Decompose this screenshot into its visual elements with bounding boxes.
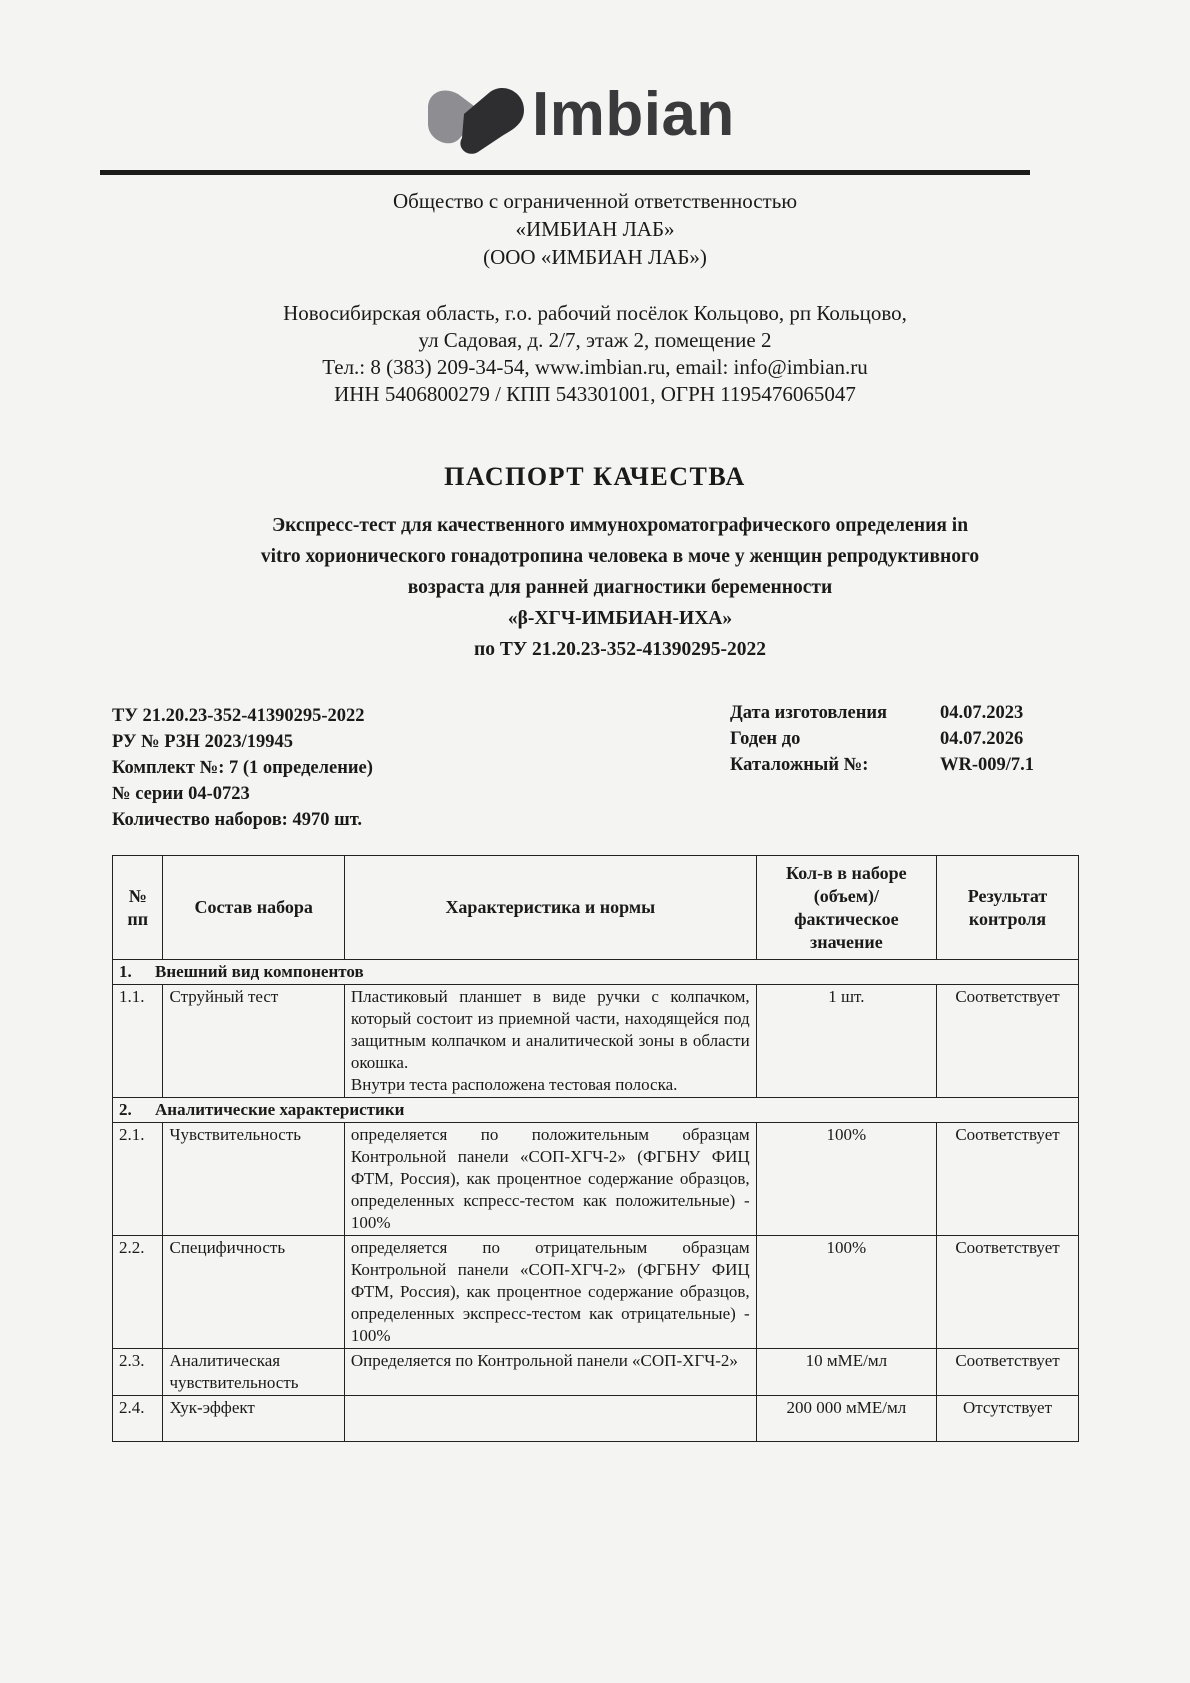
- row-amount: 1 шт.: [756, 985, 936, 1098]
- manufactured-value: 04.07.2023: [940, 703, 1024, 723]
- row-component: Чувствительность: [163, 1123, 344, 1236]
- company-line-1: Общество с ограниченной ответственностью: [392, 189, 798, 213]
- header-result: Результат контроля: [937, 856, 1079, 960]
- catalog-label: Каталожный №:: [730, 755, 869, 775]
- section-number: 1.: [119, 962, 132, 981]
- quality-control-table: [112, 855, 1079, 1442]
- row-component: Хук-эффект: [163, 1396, 344, 1442]
- row-number: 2.3.: [113, 1349, 163, 1396]
- row-result: Соответствует: [937, 1236, 1079, 1349]
- characteristics-text-2: Внутри теста расположена тестовая полоска.: [350, 1075, 678, 1094]
- row-characteristics: [344, 1396, 756, 1442]
- catalog-value: WR-009/7.1: [940, 755, 1035, 775]
- table-row: [113, 1349, 1079, 1396]
- row-result: Соответствует: [937, 1123, 1079, 1236]
- tu-number: ТУ 21.20.23-352-41390295-2022: [112, 706, 365, 726]
- row-number: 1.1.: [113, 985, 163, 1098]
- subtitle-line-1: Экспресс-тест для качественного иммунохроматографического определения in: [271, 515, 969, 536]
- row-amount: 100%: [756, 1123, 936, 1236]
- registration-number: РУ № РЗН 2023/19945: [112, 732, 293, 752]
- header-divider: [100, 170, 1030, 175]
- row-amount: 200 000 мМЕ/мл: [756, 1396, 936, 1442]
- table-row: [113, 1396, 1079, 1442]
- row-component: Струйный тест: [163, 985, 344, 1098]
- company-line-3: (ООО «ИМБИАН ЛАБ»): [483, 245, 707, 269]
- row-amount: 10 мМЕ/мл: [756, 1349, 936, 1396]
- row-result: Соответствует: [937, 985, 1079, 1098]
- series-number: № серии 04-0723: [112, 784, 250, 804]
- row-result: Отсутствует: [937, 1396, 1079, 1442]
- section-1: [113, 960, 1079, 985]
- address-line-3: Тел.: 8 (383) 209-34-54, www.imbian.ru, email: info@imbian.ru: [322, 355, 868, 379]
- product-name: «β-ХГЧ-ИМБИАН-ИХА»: [507, 608, 733, 629]
- section-row: [113, 960, 1079, 985]
- logo-wordmark: Imbian: [532, 80, 735, 149]
- expiry-value: 04.07.2026: [940, 729, 1024, 749]
- row-amount: 100%: [756, 1236, 936, 1349]
- logo-heart-icon: [420, 78, 530, 158]
- header-characteristics: Характеристика и нормы: [344, 856, 756, 960]
- kit-quantity: Количество наборов: 4970 шт.: [112, 810, 363, 830]
- row-number: 2.4.: [113, 1396, 163, 1442]
- row-component: Аналитическая чувствительность: [163, 1349, 344, 1396]
- section-number: 2.: [119, 1100, 132, 1119]
- address-line-2: ул Садовая, д. 2/7, этаж 2, помещение 2: [418, 328, 772, 352]
- section-title: Аналитические характеристики: [155, 1100, 405, 1119]
- company-line-2: «ИМБИАН ЛАБ»: [515, 217, 675, 241]
- section-title: Внешний вид компонентов: [155, 962, 364, 981]
- company-logo: [420, 78, 780, 158]
- batch-info: [112, 703, 373, 833]
- row-characteristics: Определяется по Контрольной панели «СОП-ХГЧ-2»: [344, 1349, 756, 1396]
- expiry-label: Годен до: [730, 729, 801, 749]
- section-row: [113, 1098, 1079, 1123]
- row-number: 2.2.: [113, 1236, 163, 1349]
- header-component: Состав набора: [163, 856, 344, 960]
- row-number: 2.1.: [113, 1123, 163, 1236]
- row-characteristics: определяется по отрицательным образцам Контрольной панели «СОП-ХГЧ-2» (ФГБНУ ФИЦ ФТМ, Россия), как процентное содержание образцов, определенных экспресс-тестом как отрицательные) - 100%: [344, 1236, 756, 1349]
- row-component: Специфичность: [163, 1236, 344, 1349]
- address-line-1: Новосибирская область, г.о. рабочий посёлок Кольцово, рп Кольцово,: [283, 301, 907, 325]
- header-num: № пп: [113, 856, 163, 960]
- table-header-row: [113, 856, 1079, 960]
- header-amount: Кол-в в наборе (объем)/ фактическое значение: [756, 856, 936, 960]
- table-row: [113, 1236, 1079, 1349]
- row-result: Соответствует: [937, 1349, 1079, 1396]
- characteristics-text: Пластиковый планшет в виде ручки с колпачком, который состоит из приемной части, находящейся под защитным колпачком и аналитической зоны в области окошка.: [350, 987, 750, 1072]
- table-row: [113, 985, 1079, 1098]
- row-characteristics: определяется по положительным образцам Контрольной панели «СОП-ХГЧ-2» (ФГБНУ ФИЦ ФТМ, Россия), как процентное содержание образцов, определенных кспресс-тестом как положительные) - 100%: [344, 1123, 756, 1236]
- table-row: [113, 1123, 1079, 1236]
- manufactured-label: Дата изготовления: [730, 703, 888, 723]
- section-2: [113, 1098, 1079, 1123]
- dates-info: [730, 700, 1034, 778]
- subtitle-line-2: vitro хорионического гонадотропина человека в моче у женщин репродуктивного: [260, 546, 980, 567]
- address-line-4: ИНН 5406800279 / КПП 543301001, ОГРН 1195476065047: [334, 382, 856, 406]
- product-spec: по ТУ 21.20.23-352-41390295-2022: [473, 639, 767, 660]
- kit-number: Комплект №: 7 (1 определение): [112, 758, 373, 778]
- row-characteristics: [344, 985, 756, 1098]
- subtitle-line-3: возраста для ранней диагностики беременности: [407, 577, 833, 598]
- document-title: ПАСПОРТ КАЧЕСТВА: [444, 462, 746, 491]
